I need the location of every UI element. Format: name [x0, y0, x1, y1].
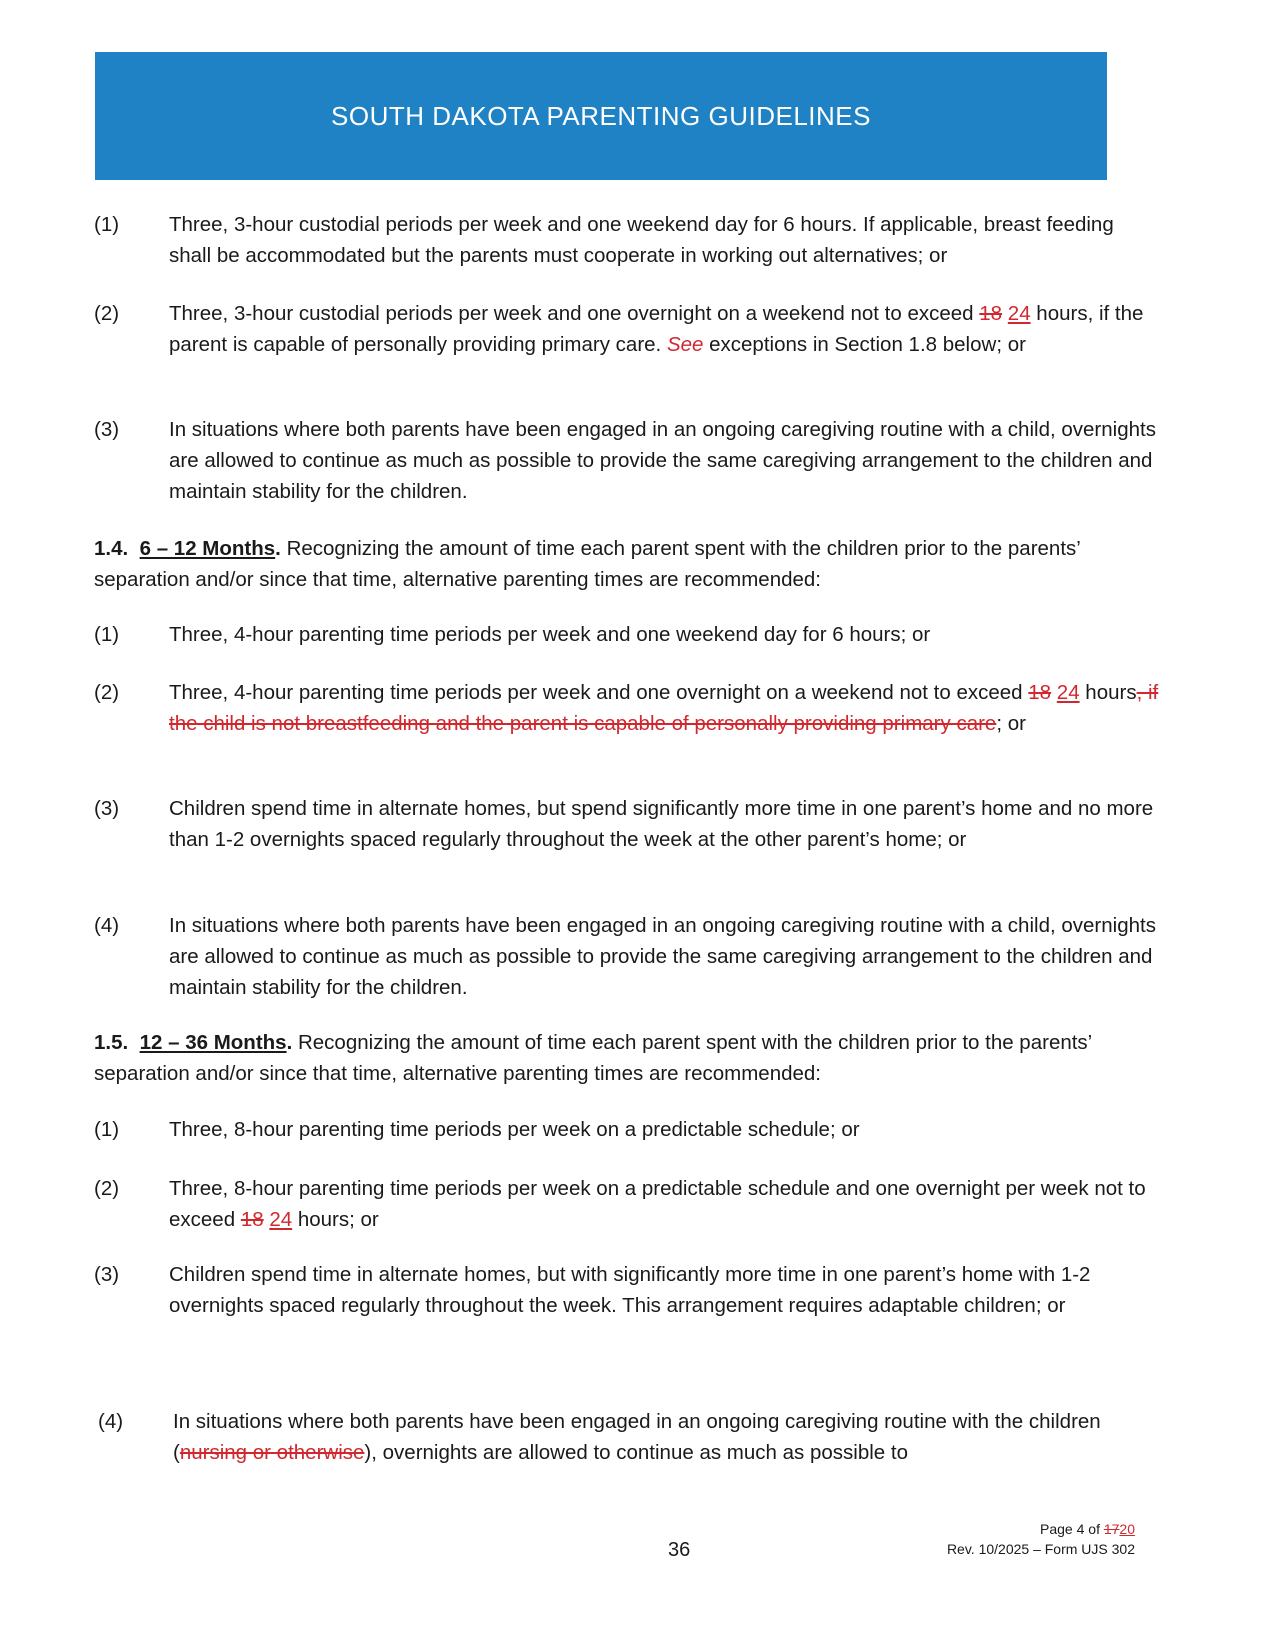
inserted-text: 24	[1007, 302, 1031, 325]
section-number: 1.4.	[94, 537, 129, 560]
deleted-text: 17	[1103, 1521, 1120, 1537]
header-banner	[95, 52, 1107, 180]
page-number: 36	[668, 1539, 691, 1561]
item-text: In situations where both parents have been engaged in an ongoing caregiving routine with a child, overnights are allowed to continue as much as possible to provide the same caregiving arrangement to the children and maintain stability for the children.	[169, 914, 1156, 999]
inserted-text: 24	[1056, 681, 1080, 704]
item-number: (3)	[94, 797, 120, 820]
item-text: Children spend time in alternate homes, but with significantly more time in one parent’s home with 1-2 overnights spaced regularly throughout the week. This arrangement requires adaptable children; or	[169, 1263, 1091, 1317]
section-intro-text: Recognizing the amount of time each parent spent with the children prior to the parents’ separation and/or since that time, alternative parenting times are recommended:	[94, 1031, 1092, 1085]
item-number: (3)	[94, 1263, 120, 1286]
item-number: (4)	[98, 1410, 124, 1433]
deleted-text: 18	[240, 1208, 264, 1231]
item-text: In situations where both parents have been engaged in an ongoing caregiving routine with the children (nursing or otherwise), overnights are allowed to continue as much as possible to	[173, 1410, 1101, 1464]
section-intro: 1.4. 6 – 12 Months. Recognizing the amount of time each parent spent with the children prior to the parents’ separation and/or since that time, alternative parenting times are recommended:	[94, 537, 1081, 591]
deleted-text: nursing or otherwise	[179, 1441, 365, 1464]
item-number: (2)	[94, 681, 120, 704]
see-reference: See	[666, 333, 704, 356]
section-heading: 12 – 36 Months	[139, 1031, 287, 1054]
deleted-text: 18	[979, 302, 1003, 325]
page-count: Page 4 of 1720	[1040, 1521, 1135, 1537]
item-text: Three, 3-hour custodial periods per week and one overnight on a weekend not to exceed 18 24 hours, if the parent is capable of personally providing primary care. See exceptions in Section 1.8 below; or	[169, 302, 1144, 356]
inserted-text: 20	[1119, 1521, 1135, 1537]
item-number: (1)	[94, 213, 120, 236]
inserted-text: 24	[269, 1208, 293, 1231]
item-text: Three, 4-hour parenting time periods per week and one overnight on a weekend not to exceed 18 24 hours, if the child is not breastfeeding and the parent is capable of personally providing primary care; or	[169, 681, 1159, 735]
section-number: 1.5.	[94, 1031, 129, 1054]
item-number: (3)	[94, 418, 120, 441]
item-number: (1)	[94, 623, 120, 646]
section-heading: 6 – 12 Months	[139, 537, 276, 560]
deleted-text: , if the child is not breastfeeding and the parent is capable of personally providing primary care	[169, 681, 1159, 735]
item-number: (2)	[94, 302, 120, 325]
item-number: (1)	[94, 1118, 120, 1141]
item-text: Three, 8-hour parenting time periods per week on a predictable schedule and one overnight per week not to exceed 18 24 hours; or	[169, 1177, 1146, 1231]
item-text: In situations where both parents have been engaged in an ongoing caregiving routine with a child, overnights are allowed to continue as much as possible to provide the same caregiving arrangement to the children and maintain stability for the children.	[169, 418, 1156, 503]
footer-info	[947, 1519, 1135, 1559]
item-text: Three, 8-hour parenting time periods per week on a predictable schedule; or	[169, 1118, 860, 1141]
deleted-text: 18	[1028, 681, 1052, 704]
item-text: Three, 4-hour parenting time periods per week and one weekend day for 6 hours; or	[169, 623, 931, 646]
form-revision: Rev. 10/2025 – Form UJS 302	[946, 1541, 1135, 1557]
page-title: SOUTH DAKOTA PARENTING GUIDELINES	[331, 100, 871, 131]
item-text: Children spend time in alternate homes, but spend significantly more time in one parent’s home and no more than 1-2 overnights spaced regularly throughout the week at the other parent’s home; or	[169, 797, 1154, 851]
section-intro: 1.5. 12 – 36 Months. Recognizing the amount of time each parent spent with the children prior to the parents’ separation and/or since that time, alternative parenting times are recommended:	[94, 1031, 1092, 1085]
item-text: Three, 3-hour custodial periods per week and one weekend day for 6 hours. If applicable, breast feeding shall be accommodated but the parents must cooperate in working out alternatives; or	[169, 213, 1114, 267]
item-number: (4)	[94, 914, 120, 937]
item-number: (2)	[94, 1177, 120, 1200]
section-intro-text: Recognizing the amount of time each parent spent with the children prior to the parents’ separation and/or since that time, alternative parenting times are recommended:	[94, 537, 1081, 591]
